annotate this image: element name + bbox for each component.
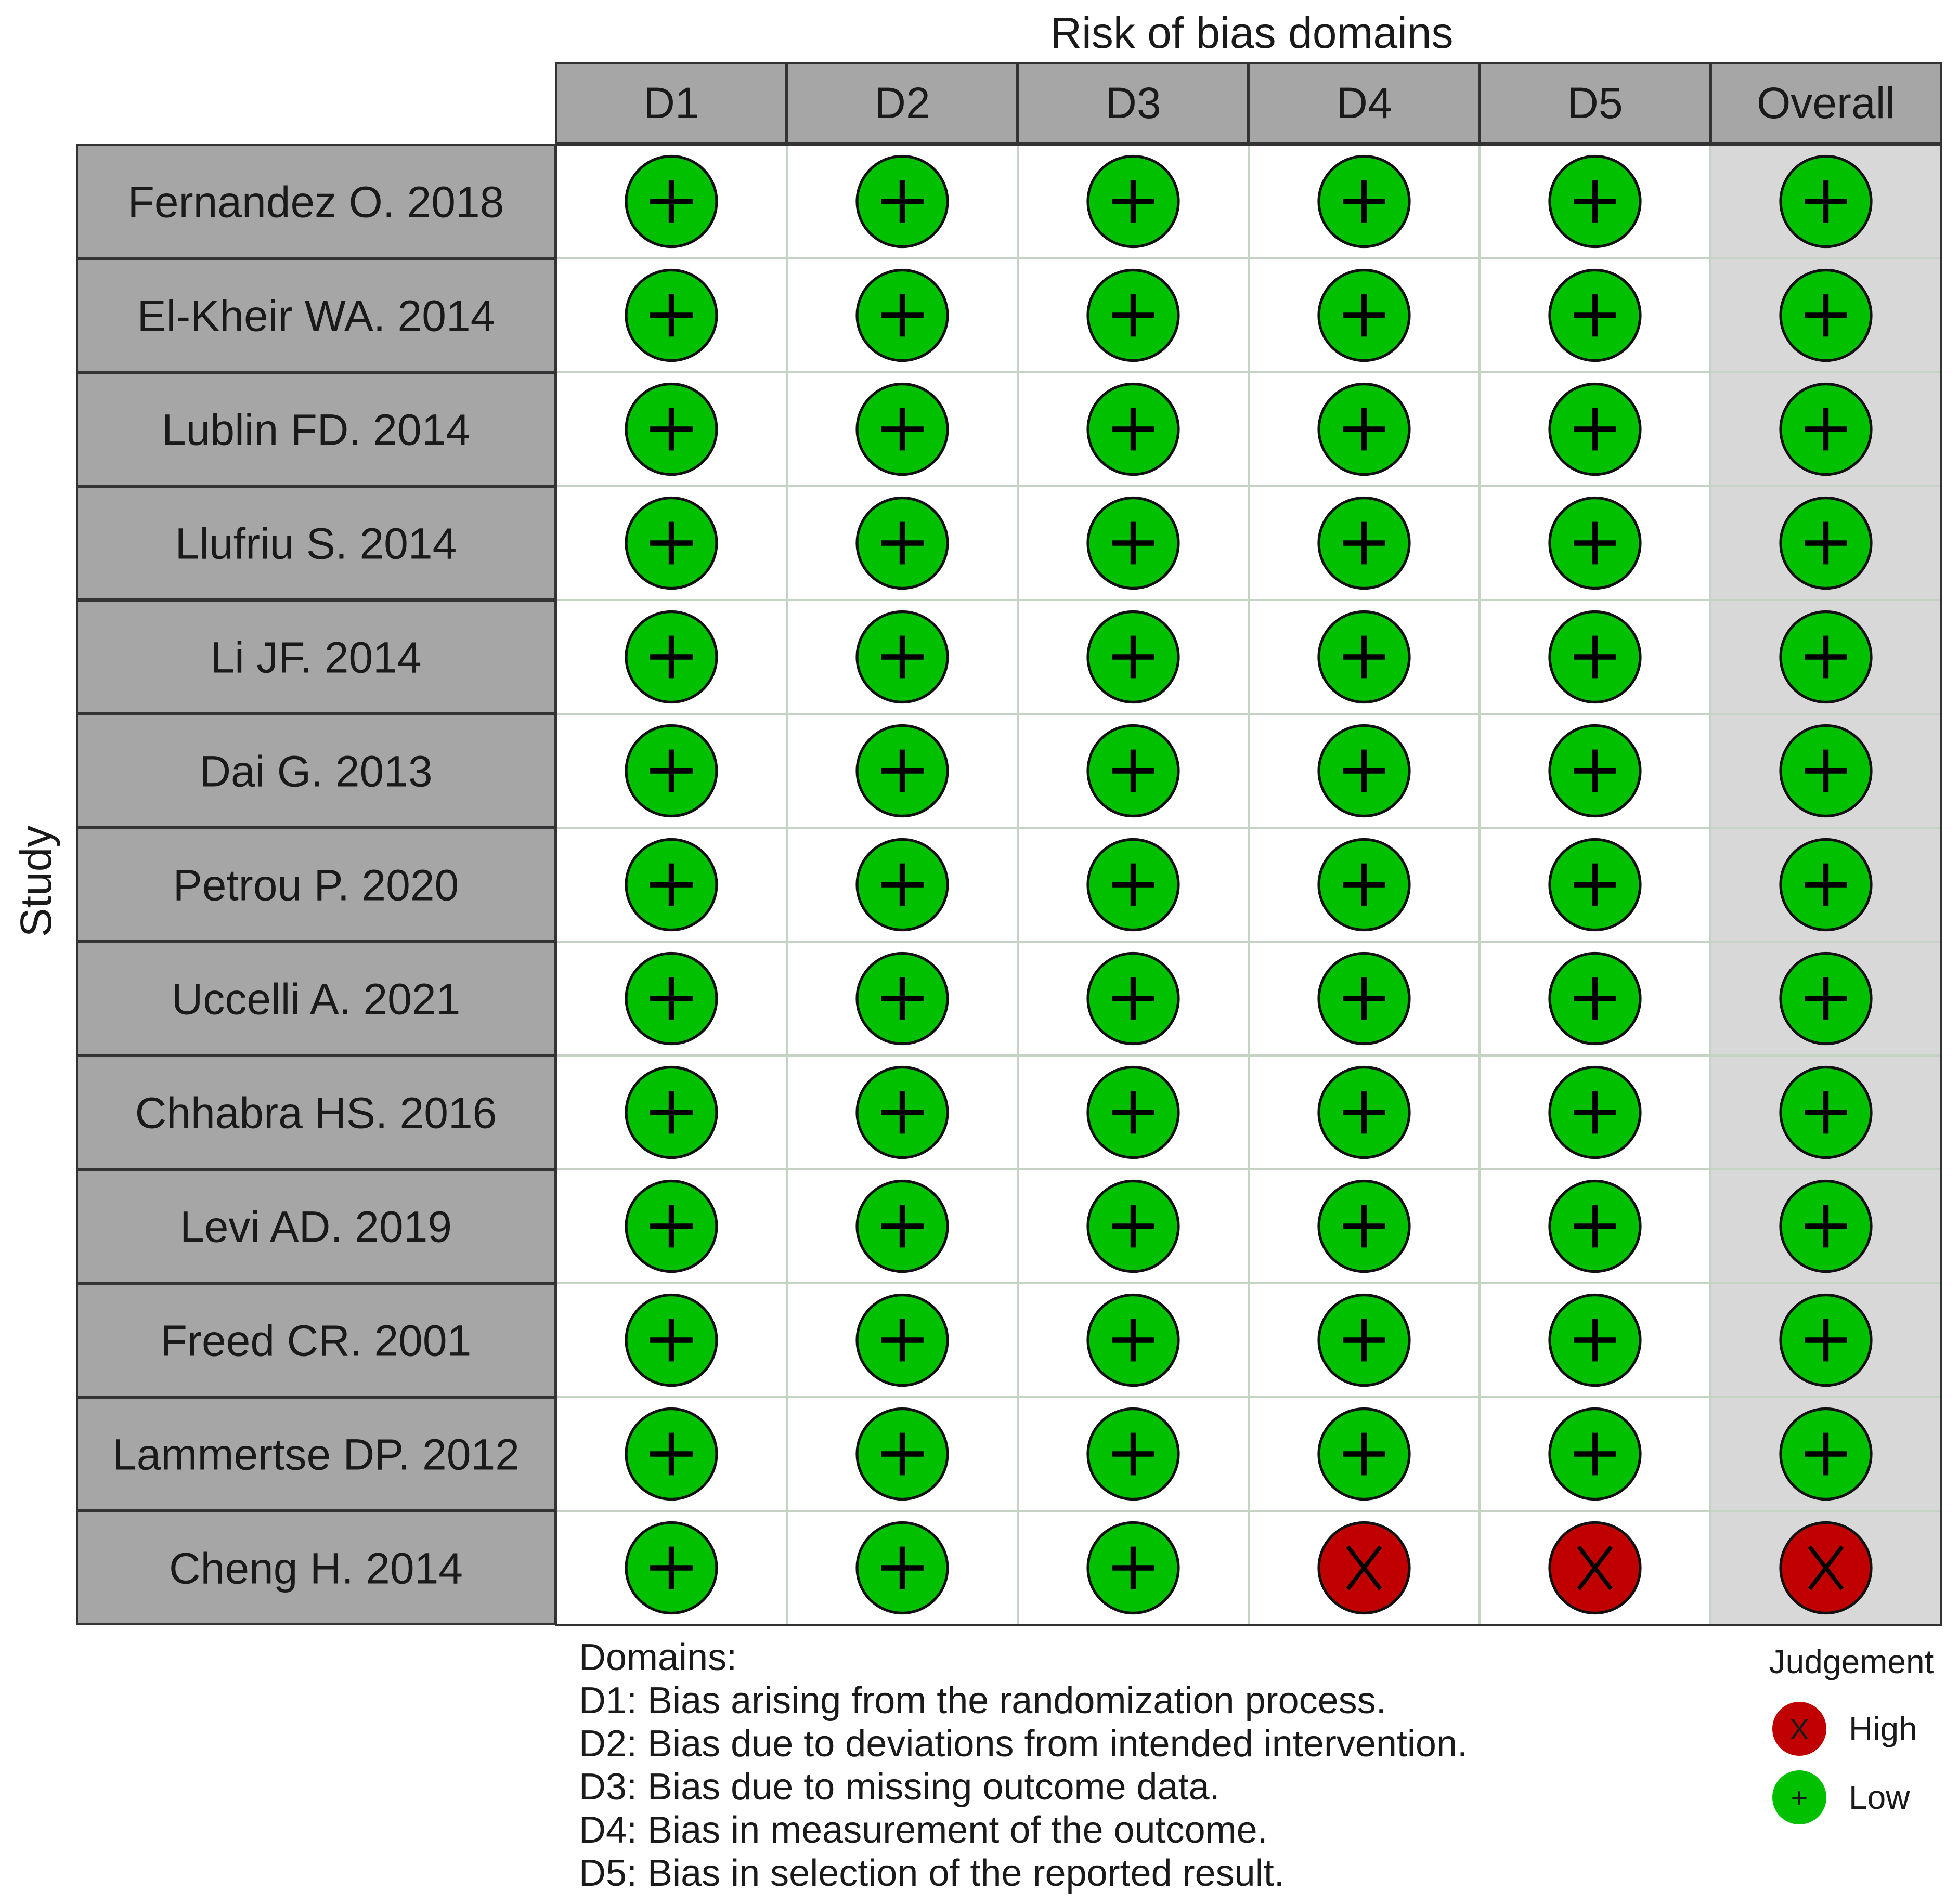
judgement-d4-low-icon [1319, 612, 1409, 702]
judgement-d5-low-icon [1550, 954, 1640, 1044]
column-header-d4 [1249, 63, 1479, 144]
judgement-d4-low-icon [1319, 726, 1409, 816]
judgement-d5-low-icon [1550, 726, 1640, 816]
study-label: Lublin FD. 2014 [161, 405, 471, 454]
judgement-d1-low-icon [626, 840, 717, 930]
study-label: Llufriu S. 2014 [175, 519, 457, 568]
judgement-d3-low-icon [1088, 384, 1178, 475]
judgement-d1-low-icon [626, 1409, 717, 1499]
judgement-d4-low-icon [1319, 954, 1409, 1044]
judgement-d2-low-icon [857, 840, 948, 930]
judgement-d1-low-icon [626, 157, 717, 247]
judgement-d2-low-icon [857, 157, 948, 247]
column-header-d1 [556, 63, 786, 144]
judgement-d1-low-icon [626, 612, 717, 702]
grid-layer [77, 63, 1941, 1625]
domain-description: D3: Bias due to missing outcome data. [579, 1766, 1220, 1808]
domain-description: D1: Bias arising from the randomization process. [579, 1680, 1386, 1722]
legend-low-symbol: + [1791, 1781, 1808, 1814]
judgement-d3-low-icon [1088, 157, 1178, 247]
judgement-d1-low-icon [626, 270, 717, 361]
study-label: Levi AD. 2019 [179, 1202, 452, 1251]
domain-description: D4: Bias in measurement of the outcome. [579, 1809, 1268, 1851]
judgement-overall-low-icon [1781, 157, 1871, 247]
judgement-d4-low-icon [1319, 1067, 1409, 1158]
judgement-d3-low-icon [1088, 1295, 1178, 1386]
judgement-d2-low-icon [857, 1181, 948, 1272]
column-header-d5 [1480, 63, 1710, 144]
judgement-d4-low-icon [1319, 384, 1409, 475]
judgement-d1-low-icon [626, 498, 717, 589]
judgement-overall-high-icon [1781, 1523, 1871, 1613]
legend-title: Judgement [1769, 1643, 1934, 1680]
judgement-overall-low-icon [1781, 954, 1871, 1044]
study-label: Uccelli A. 2021 [171, 974, 461, 1024]
judgement-overall-low-icon [1781, 270, 1871, 361]
judgement-d2-low-icon [857, 612, 948, 702]
chart-title: Risk of bias domains [1050, 8, 1454, 57]
judgement-d5-low-icon [1550, 270, 1640, 361]
judgement-overall-low-icon [1781, 1181, 1871, 1272]
judgement-overall-low-icon [1781, 1067, 1871, 1158]
column-header-overall [1711, 63, 1941, 144]
judgement-d1-low-icon [626, 1067, 717, 1158]
judgement-d4-low-icon [1319, 157, 1409, 247]
study-label: Petrou P. 2020 [173, 860, 459, 910]
judgement-d2-low-icon [857, 1523, 948, 1613]
judgement-overall-low-icon [1781, 498, 1871, 589]
judgement-overall-low-icon [1781, 840, 1871, 930]
judgement-d4-low-icon [1319, 498, 1409, 589]
judgement-d1-low-icon [626, 1295, 717, 1386]
domain-description: D5: Bias in selection of the reported result. [579, 1853, 1285, 1894]
domains-title: Domains: [579, 1637, 737, 1678]
judgement-d2-low-icon [857, 270, 948, 361]
domains-list [579, 1680, 1468, 1894]
column-header-label: D3 [1105, 79, 1161, 127]
judgement-d4-low-icon [1319, 840, 1409, 930]
judgement-d1-low-icon [626, 1523, 717, 1613]
judgement-d3-low-icon [1088, 726, 1178, 816]
legend-high-symbol: X [1789, 1713, 1809, 1745]
legend-item-high [1772, 1702, 1917, 1756]
judgement-d3-low-icon [1088, 840, 1178, 930]
study-label: Li JF. 2014 [210, 633, 422, 682]
judgement-d2-low-icon [857, 498, 948, 589]
column-header-d2 [787, 63, 1017, 144]
judgement-overall-low-icon [1781, 726, 1871, 816]
judgement-d5-low-icon [1550, 157, 1640, 247]
judgement-d3-low-icon [1088, 498, 1178, 589]
judgement-d2-low-icon [857, 384, 948, 475]
domain-description: D2: Bias due to deviations from intended intervention. [579, 1723, 1468, 1765]
judgement-overall-low-icon [1781, 612, 1871, 702]
column-header-label: D2 [874, 79, 930, 127]
legend [1772, 1702, 1917, 1824]
judgement-d5-low-icon [1550, 498, 1640, 589]
judgement-d3-low-icon [1088, 1067, 1178, 1158]
judgement-d3-low-icon [1088, 1409, 1178, 1499]
judgement-d1-low-icon [626, 1181, 717, 1272]
column-header-label: D4 [1336, 79, 1392, 127]
judgement-d3-low-icon [1088, 954, 1178, 1044]
column-header-d3 [1018, 63, 1248, 144]
judgement-d1-low-icon [626, 384, 717, 475]
judgement-d2-low-icon [857, 1295, 948, 1386]
study-label: Dai G. 2013 [199, 747, 433, 796]
judgement-d1-low-icon [626, 726, 717, 816]
judgement-d3-low-icon [1088, 612, 1178, 702]
judgement-d2-low-icon [857, 954, 948, 1044]
study-label: Lammertse DP. 2012 [112, 1430, 520, 1479]
judgement-d5-low-icon [1550, 384, 1640, 475]
study-label: Cheng H. 2014 [168, 1544, 463, 1593]
judgement-d2-low-icon [857, 1409, 948, 1499]
judgement-d5-low-icon [1550, 1409, 1640, 1499]
study-label: Chhabra HS. 2016 [135, 1088, 497, 1138]
judgement-d2-low-icon [857, 1067, 948, 1158]
judgement-d4-low-icon [1319, 1409, 1409, 1499]
judgement-overall-low-icon [1781, 1409, 1871, 1499]
judgement-d5-low-icon [1550, 612, 1640, 702]
judgement-d4-low-icon [1319, 1295, 1409, 1386]
judgement-d5-low-icon [1550, 1295, 1640, 1386]
judgement-d3-low-icon [1088, 1523, 1178, 1613]
column-header-label: D5 [1567, 79, 1623, 127]
y-axis-label: Study [11, 825, 60, 937]
judgement-d1-low-icon [626, 954, 717, 1044]
judgement-d4-low-icon [1319, 270, 1409, 361]
judgement-d5-low-icon [1550, 1181, 1640, 1272]
judgement-d4-high-icon [1319, 1523, 1409, 1613]
judgement-d3-low-icon [1088, 270, 1178, 361]
column-header-label: D1 [643, 79, 699, 127]
legend-low-label: Low [1849, 1779, 1910, 1816]
study-label: Fernandez O. 2018 [127, 177, 504, 227]
legend-high-label: High [1849, 1710, 1917, 1747]
judgement-d3-low-icon [1088, 1181, 1178, 1272]
column-header-label: Overall [1756, 79, 1896, 127]
judgement-overall-low-icon [1781, 384, 1871, 475]
judgement-d5-high-icon [1550, 1523, 1640, 1613]
judgement-d5-low-icon [1550, 840, 1640, 930]
judgement-d5-low-icon [1550, 1067, 1640, 1158]
study-label: El-Kheir WA. 2014 [137, 291, 495, 341]
study-label: Freed CR. 2001 [160, 1316, 472, 1365]
judgement-overall-low-icon [1781, 1295, 1871, 1386]
judgement-d4-low-icon [1319, 1181, 1409, 1272]
legend-item-low [1772, 1770, 1910, 1824]
judgement-d2-low-icon [857, 726, 948, 816]
